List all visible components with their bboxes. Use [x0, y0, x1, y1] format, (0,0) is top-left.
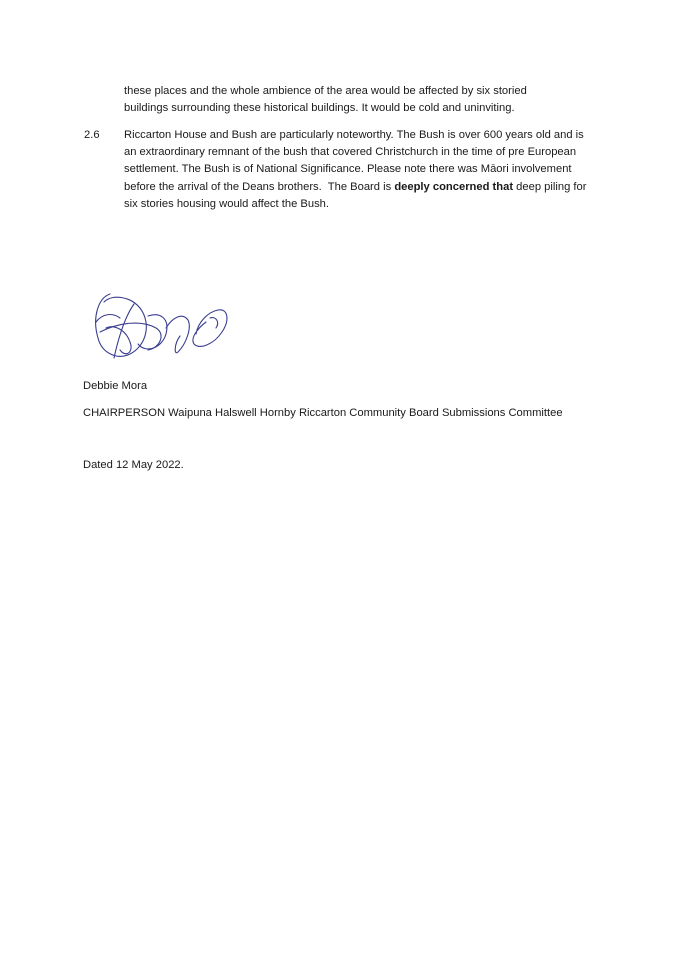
item-line-2: an extraordinary remnant of the bush that covered Christchurch in the time of pre European — [124, 146, 577, 159]
item-line-5: six stories housing would affect the Bush. — [124, 197, 330, 210]
item-line-4-end: deep piling for — [513, 180, 587, 193]
item-line-3: settlement. The Bush is of National Significance. Please note there was Māori involvement — [124, 163, 572, 176]
item-number: 2.6 — [84, 129, 100, 141]
item-line-1: Riccarton House and Bush are particularly noteworthy. The Bush is over 600 years old and is — [124, 129, 584, 141]
continuation-line-2: buildings surrounding these historical buildings. It would be cold and uninviting. — [124, 102, 515, 115]
item-2-6-paragraph — [124, 127, 624, 213]
signer-name: Debbie Mora — [83, 380, 148, 392]
date-line: Dated 12 May 2022. — [83, 459, 184, 471]
item-line-4 — [124, 179, 624, 196]
handwritten-signature — [90, 288, 240, 368]
signer-title: CHAIRPERSON Waipuna Halswell Hornby Riccarton Community Board Submissions Committee — [83, 407, 563, 419]
item-line-4-start: before the arrival of the Deans brothers. The Board is — [124, 180, 395, 193]
continuation-paragraph — [124, 83, 614, 117]
continuation-line-1: these places and the whole ambience of the area would be affected by six storied — [124, 85, 527, 97]
bold-emphasis: deeply concerned that — [394, 180, 514, 193]
